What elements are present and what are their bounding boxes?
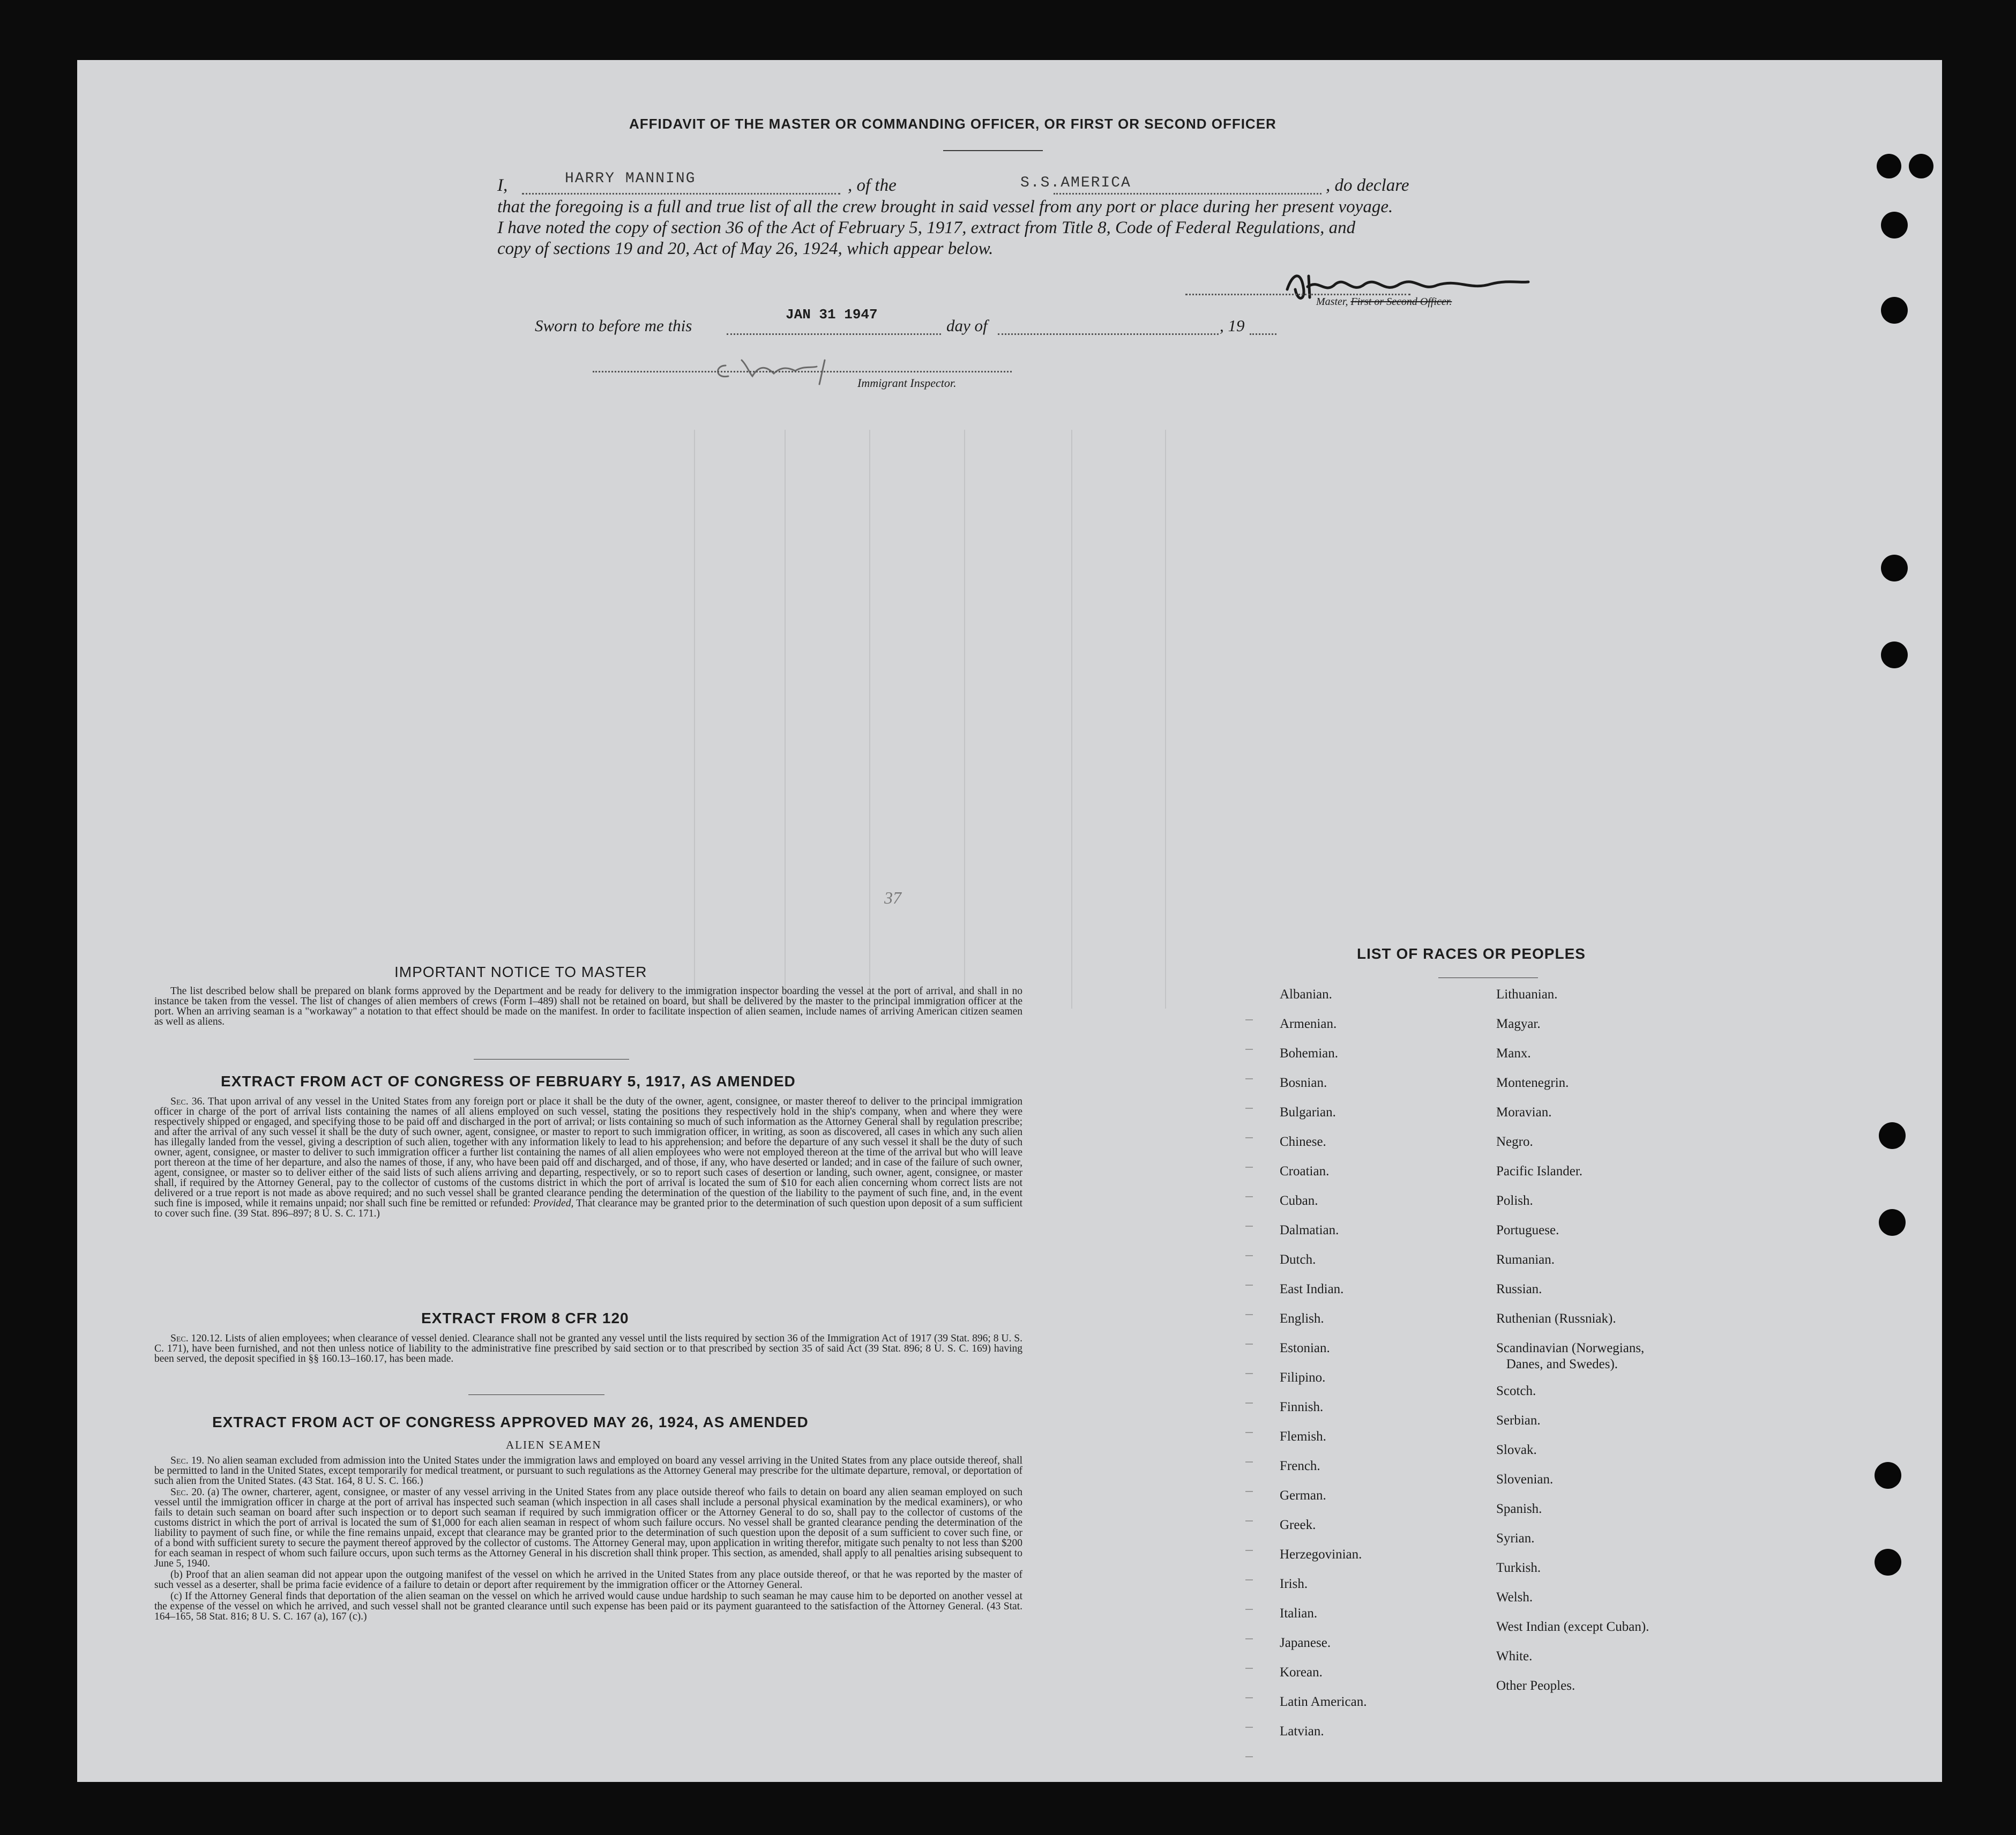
inspector-signature [710, 349, 881, 387]
race-item: Other Peoples. [1496, 1679, 1576, 1693]
document-page [77, 60, 1942, 1782]
race-item: Irish. [1280, 1577, 1308, 1591]
race-item: Greek. [1280, 1518, 1316, 1532]
margin-tick [1245, 1638, 1253, 1639]
master-name: HARRY MANNING [565, 170, 696, 187]
race-item: Bohemian. [1280, 1046, 1339, 1061]
punch-hole [1881, 555, 1908, 581]
race-item: Syrian. [1496, 1531, 1535, 1546]
race-item: Polish. [1496, 1194, 1533, 1208]
declaration-line-1: I, HARRY MANNING , of the S.S.AMERICA , do declare [497, 170, 1409, 195]
race-item: Manx. [1496, 1046, 1531, 1061]
race-item: Slovenian. [1496, 1472, 1554, 1487]
race-item: Cuban. [1280, 1194, 1318, 1208]
race-item: Serbian. [1496, 1413, 1541, 1428]
race-item: Filipino. [1280, 1370, 1326, 1385]
race-item: Montenegrin. [1496, 1076, 1569, 1090]
races-column-2 [1496, 987, 1649, 1707]
punch-hole [1881, 212, 1908, 238]
race-item: Rumanian. [1496, 1252, 1555, 1267]
race-item: White. [1496, 1649, 1533, 1664]
race-item: Spanish. [1496, 1502, 1542, 1516]
margin-tick [1245, 1226, 1253, 1227]
margin-tick [1245, 1196, 1253, 1197]
race-item: Latin American. [1280, 1695, 1367, 1709]
race-item: Ruthenian (Russniak). [1496, 1311, 1616, 1326]
notice-text: The list described below shall be prepared on blank forms approved by the Department and be ready for delivery to the immigration inspector boarding the vessel at the port of arrival, and shall in no instance be taken from the vessel. The list of changes of alien members of crews (Form I–489) shall not be retained on board, but shall be delivered by the master to the principal immigration officer at the port. When an arriving seaman is a "workaway" a notation to that effect should be made on the manifest. In order to facilitate inspection of alien seamen, include names of arriving American citizen seamen as well as aliens. [154, 986, 1022, 1027]
race-item: Bulgarian. [1280, 1105, 1336, 1120]
margin-tick [1245, 1344, 1253, 1345]
alien-seamen-subtitle: ALIEN SEAMEN [506, 1438, 602, 1451]
margin-tick [1245, 1756, 1253, 1757]
race-item: Finnish. [1280, 1400, 1324, 1414]
race-item: Scotch. [1496, 1384, 1536, 1398]
race-item: Flemish. [1280, 1429, 1326, 1444]
race-item: Russian. [1496, 1282, 1542, 1296]
race-item: Magyar. [1496, 1017, 1541, 1031]
margin-note: 37 [884, 888, 901, 907]
sworn-day-label: day of [946, 316, 988, 335]
declaration-line-3: I have noted the copy of section 36 of the Act of February 5, 1917, extract from Title 8, Code of Federal Regulations, and [497, 218, 1356, 237]
race-item: Armenian. [1280, 1017, 1337, 1031]
punch-hole [1879, 1122, 1906, 1149]
extract-1917-text: Sec. 36. That upon arrival of any vessel in the United States from any foreign port or place it shall be the duty of the owner, agent, consignee, or master thereof to deliver to the principal immigration officer in charge of the port of arrival lists containing the names of all aliens employed on such vessel, stating the positions they respectively hold in the ship's company, when and where they were respectively shipped or engaged, and specifying those to be paid off and discharged in the port of arrival; or lists containing so much of such information as the Attorney General shall by regulation prescribe; and after the arrival of any such vessel it shall be the duty of such owner, agent, consignee, or master to report to such immigration officer, in writing, as soon as discovered, all cases in which any such alien has illegally landed from the vessel, giving a description of such alien, together with any information likely to lead to his apprehension; and before the departure of any such vessel it shall be the duty of such owner, agent, consignee, or master to deliver to such immigration officer a further list containing the names of all alien employees who were not employed thereon at the time of the arrival but who will leave port thereon at the time of her departure, and also the names of those, if any, who have been paid off and discharged, and of those, if any, who have deserted or landed; and in case of the failure of such owner, agent, consignee, or master so to deliver either of the said lists of such aliens arriving and departing, respectively, or so to report such cases of desertion or landing, such owner, agent, consignee, or master shall, if required by the Attorney General, pay to the collector of customs of the customs district in which the port of arrival is located the sum of $10 for each alien concerning whom correct lists are not delivered or a true report is not made as above required; and no such vessel shall be granted clearance pending the determination of the question of the liability to the payment of such fine, and, in the event such fine is imposed, while it remains unpaid; nor shall such fine be remitted or refunded: Provided, That clearance may be granted prior to the determination of such question upon deposit of a sum sufficient to cover such fine. (39 Stat. 896–897; 8 U. S. C. 171.) [154, 1096, 1023, 1219]
margin-tick [1245, 1167, 1253, 1168]
extract-1924-text: Sec. 19. No alien seaman excluded from admission into the United States under the immigration laws and employed on board any vessel arriving in the United States from any place outside thereof, shall be permitted to land in the United States, except temporarily for medical treatment, or pursuant to such regulations as the Attorney General may prescribe for the ultimate departure, removal, or deportation of such alien from the United States. (43 Stat. 164, 8 U. S. C. 166.) Sec. 20. (a) The owner, charterer, agent, consignee, or master of any vessel arriving in the United States from any place outside thereof who fails to detain on board any alien seaman employed on such vessel until the immigration officer in charge at the port of arrival has inspected such seaman (which inspection in all cases shall include a personal physical examination by the medical examiners), or who fails to detain such seaman on board after such inspection or to deport such seaman if required by such immigration officer or the Attorney General to do so, shall pay to the collector of customs of the customs district in which the port of arrival is located the sum of $1,000 for each alien seaman in respect of whom such failure occurs. No vessel shall be granted clearance pending the determination of the liability to payment of such fine, or while the fine remains unpaid, except that clearance may be granted prior to the determination of such question upon the deposit of a sum sufficient to cover such fine, or of a bond with sufficient surety to secure the payment thereof approved by the collector of customs. The Attorney General may, upon application in writing therefor, mitigate such penalty to not less than $200 for each seaman in respect of whom such failure occurs, upon such terms as the Attorney General in his discretion shall think proper. This section, as amended, shall apply to all penalties arising subsequent to June 5, 1940. (b) Proof that an alien seaman did not appear upon the outgoing manifest of the vessel on which he arrived in the United States from any place outside thereof, or that he was reported by the master of such vessel as a deserter, shall be prima facie evidence of a failure to detain or deport after requirement by the immigration officer or the Attorney General. (c) If the Attorney General finds that deportation of the alien seaman on the vessel on which he arrived would cause undue hardship to such seaman he may cause him to be deported on another vessel at the expense of the vessel on which he arrived, and such vessel shall not be granted clearance until such expense has been paid or its payment guaranteed to the satisfaction of the Attorney General. (43 Stat. 164–165, 58 Stat. 816; 8 U. S. C. 167 (a), 167 (c).) [154, 1455, 1022, 1622]
punch-hole [1881, 641, 1908, 668]
margin-tick [1245, 1049, 1253, 1050]
race-item: Chinese. [1280, 1135, 1326, 1149]
margin-tick [1245, 1550, 1253, 1551]
races-column-1 [1280, 987, 1367, 1753]
race-item: English. [1280, 1311, 1324, 1326]
sworn-year-label: , 19 [1220, 316, 1245, 335]
race-item: Moravian. [1496, 1105, 1552, 1120]
punch-hole [1875, 1549, 1901, 1576]
extract-1924-title: EXTRACT FROM ACT OF CONGRESS APPROVED MAY 26, 1924, AS AMENDED [212, 1414, 809, 1430]
race-item: Estonian. [1280, 1341, 1330, 1355]
race-item: Croatian. [1280, 1164, 1330, 1178]
margin-tick [1245, 1461, 1253, 1463]
race-item: Herzegovinian. [1280, 1547, 1362, 1562]
margin-tick [1245, 1108, 1253, 1109]
sworn-label: Sworn to before me this [535, 316, 692, 335]
margin-tick [1245, 1727, 1253, 1728]
race-item: Dutch. [1280, 1252, 1316, 1267]
extract-cfr-title: EXTRACT FROM 8 CFR 120 [421, 1310, 629, 1326]
signature-caption: Master, First or Second Officer. [1316, 296, 1452, 308]
race-item: Pacific Islander. [1496, 1164, 1583, 1178]
vessel-name: S.S.AMERICA [1020, 175, 1131, 191]
punch-hole [1909, 154, 1933, 178]
race-item: Welsh. [1496, 1590, 1533, 1605]
extract-cfr-text: Sec. 120.12. Lists of alien employees; when clearance of vessel denied. Clearance shall not be granted any vessel until the lists required by section 36 of the Immigration Act of 1917 (39 Stat. 896; 8 U. S. C. 171), have been furnished, and not then unless notice of liability to the administrative fine prescribed by said section or to that prescribed by section 35 of said Act (39 Stat. 896; 8 U. S. C. 169) having been served, the deposit specified in §§ 160.13–160.17, has been made. [154, 1333, 1022, 1364]
extract-1917-title: EXTRACT FROM ACT OF CONGRESS OF FEBRUARY 5, 1917, AS AMENDED [221, 1073, 796, 1090]
inspector-label: Immigrant Inspector. [857, 376, 957, 390]
margin-tick [1245, 1491, 1253, 1492]
race-item: Bosnian. [1280, 1076, 1327, 1090]
margin-tick [1245, 1078, 1253, 1079]
margin-tick [1245, 1579, 1253, 1580]
margin-tick [1245, 1373, 1253, 1374]
margin-tick [1245, 1314, 1253, 1315]
declaration-line-2: that the foregoing is a full and true list of all the crew brought in said vessel from any port or place during her present voyage. [497, 197, 1393, 217]
race-item: West Indian (except Cuban). [1496, 1620, 1649, 1634]
margin-tick [1245, 1697, 1253, 1698]
margin-tick [1245, 1432, 1253, 1433]
race-item: Albanian. [1280, 987, 1332, 1002]
margin-tick [1245, 1255, 1253, 1256]
race-item: German. [1280, 1488, 1326, 1503]
margin-tick [1245, 1668, 1253, 1669]
race-item: Scandinavian (Norwegians, Danes, and Swedes). [1496, 1341, 1645, 1371]
race-item: East Indian. [1280, 1282, 1344, 1296]
margin-tick [1245, 1285, 1253, 1286]
punch-hole [1875, 1462, 1901, 1489]
race-item: Dalmatian. [1280, 1223, 1339, 1237]
race-item: Negro. [1496, 1135, 1533, 1149]
race-item: Italian. [1280, 1606, 1318, 1621]
margin-tick [1245, 1520, 1253, 1521]
race-item: Lithuanian. [1496, 987, 1558, 1002]
races-title: LIST OF RACES OR PEOPLES [1357, 945, 1586, 962]
notice-title: IMPORTANT NOTICE TO MASTER [394, 964, 647, 980]
race-item: Portuguese. [1496, 1223, 1559, 1237]
punch-hole [1877, 154, 1901, 178]
declaration-line-4: copy of sections 19 and 20, Act of May 26, 1924, which appear below. [497, 239, 994, 258]
affidavit-title: AFFIDAVIT OF THE MASTER OR COMMANDING OFFICER, OR FIRST OR SECOND OFFICER [629, 116, 1276, 132]
race-item: Slovak. [1496, 1443, 1537, 1457]
margin-tick [1245, 1019, 1253, 1020]
race-item: French. [1280, 1459, 1320, 1473]
race-item: Turkish. [1496, 1561, 1541, 1575]
race-item: Japanese. [1280, 1636, 1331, 1650]
punch-hole [1881, 297, 1908, 324]
race-item: Korean. [1280, 1665, 1323, 1680]
race-item: Latvian. [1280, 1724, 1324, 1739]
sworn-date-stamp: JAN 31 1947 [786, 307, 878, 323]
margin-tick [1245, 1609, 1253, 1610]
margin-tick [1245, 1403, 1253, 1404]
punch-hole [1879, 1209, 1906, 1236]
margin-tick [1245, 1137, 1253, 1138]
